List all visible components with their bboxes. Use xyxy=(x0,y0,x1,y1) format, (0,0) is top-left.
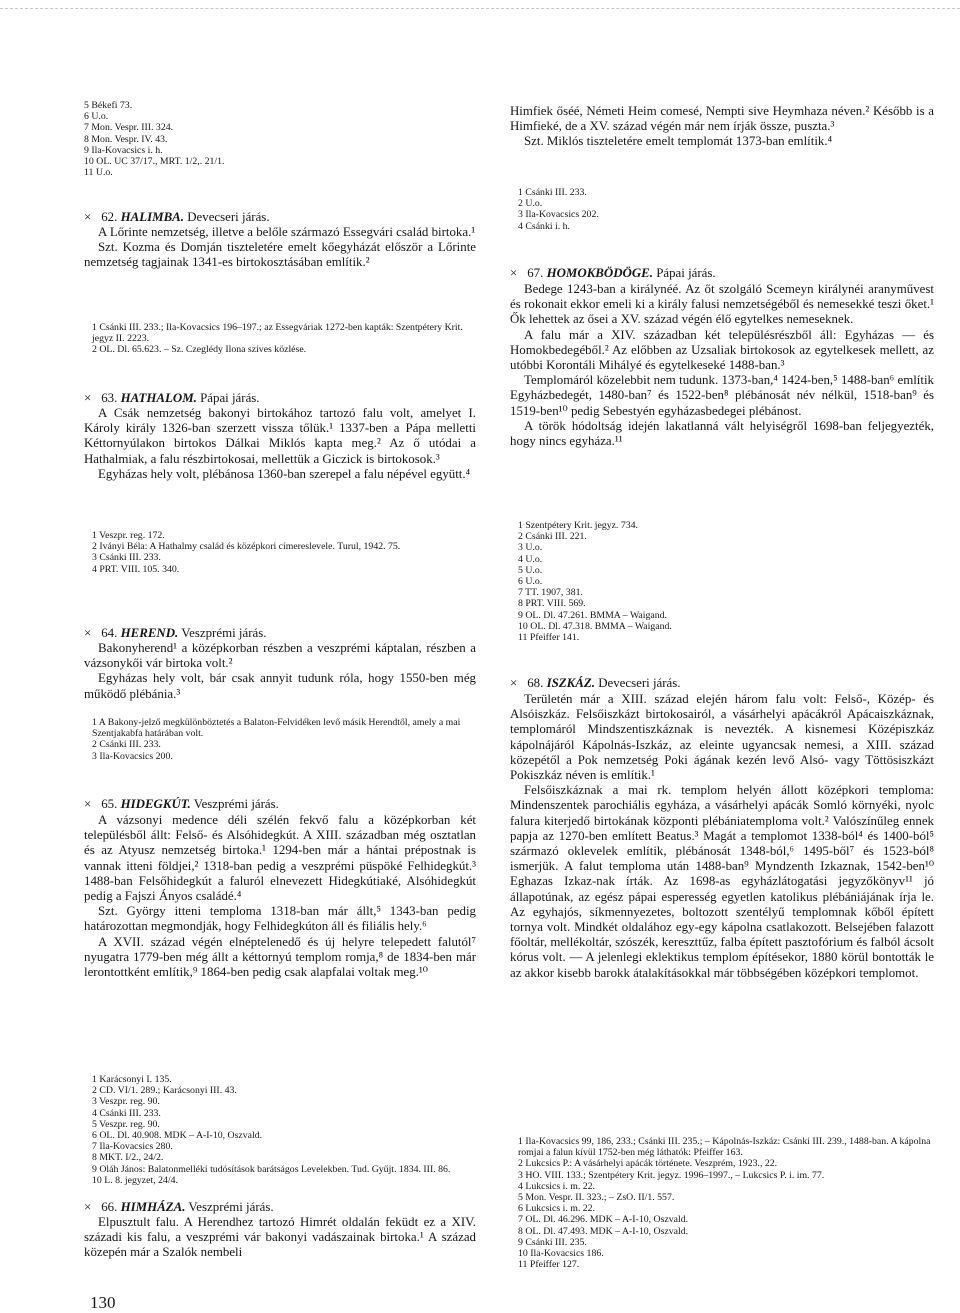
footnote: 5 Veszpr. reg. 90. xyxy=(92,1118,160,1130)
entry-district: Devecseri járás. xyxy=(187,210,270,224)
footnote: 9 Oláh János: Balatonmelléki tudósítások barátságos Levelekben. Tud. Gyűjt. 1834. III. 86. xyxy=(92,1163,451,1175)
footnote: 4 U.o. xyxy=(518,553,543,565)
paragraph: Templomáról közelebbit nem tudunk. 1373-ban,⁴ 1424-ben,⁵ 1488-ban⁶ említik Egyházbedegét, 1480-ban⁷ és 1522-ben⁸ plébánosát név nélkül, 1518-ban⁹ és 1519-ben¹⁰ pedig Sebestyén egyházasbedegei plébánost. xyxy=(510,373,934,418)
entry-name: HIDEGKÚT. xyxy=(120,797,191,811)
paragraph: Bakonyherend¹ a középkorban részben a veszprémi káptalan, részben a vázsonykői vár birtoka volt.² xyxy=(84,641,476,671)
entry-number: 66. xyxy=(101,1200,118,1214)
cross-mark: × xyxy=(510,676,518,690)
entry-district: Veszprémi járás. xyxy=(181,626,267,640)
entry-name: HATHALOM. xyxy=(120,391,197,405)
entry-name: HEREND. xyxy=(120,626,179,640)
paragraph: A Lőrinte nemzetség, illetve a belőle származó Essegvári család birtoka.¹ xyxy=(98,225,476,239)
footnote: 5 Mon. Vespr. II. 323.; – ZsO. II/1. 557. xyxy=(518,1192,675,1204)
footnote: 2 OL. Dl. 65.623. – Sz. Czeglédy Ilona szíves közlése. xyxy=(92,344,307,356)
footnote: 8 MKT. I/2., 24/2. xyxy=(92,1152,164,1164)
footnote: 5 Békefi 73. xyxy=(84,100,133,111)
footnote: 2 U.o. xyxy=(518,198,543,210)
entry-footnotes-66 xyxy=(510,187,934,232)
entry-body-64 xyxy=(84,641,476,702)
footnote: 1 A Bakony-jelző megkülönböztetés a Balaton-Felvidéken levő másik Herendtől, amely a mai Szentjakabfa határában volt. xyxy=(92,717,461,740)
page-number: 130 xyxy=(90,1293,116,1312)
entry-footnotes-62 xyxy=(84,322,476,356)
footnote: 3 HO. VIII. 133.; Szentpétery Krit. jegyz. 1996–1997., – Lukcsics P. i. im. 77. xyxy=(518,1169,825,1181)
footnote: 6 OL. Dl. 40.908. MDK – A-I-10, Oszvald. xyxy=(92,1130,263,1142)
entry-heading-68 xyxy=(510,676,934,691)
entry-district: Veszprémi járás. xyxy=(193,797,279,811)
entry-heading-65 xyxy=(84,797,476,812)
footnote: 6 U.o. xyxy=(518,576,543,588)
entry-body-67 xyxy=(510,282,934,449)
top-footnotes xyxy=(84,100,476,178)
footnote: 7 Mon. Vespr. III. 324. xyxy=(84,122,174,134)
footnote: 9 OL. Dl. 47.261. BMMA – Waigand. xyxy=(518,609,667,621)
footnote: 11 Pfeiffer 127. xyxy=(518,1259,580,1271)
footnote: 7 TT. 1907, 381. xyxy=(518,587,583,599)
paragraph: Egyházas hely volt, plébánosa 1360-ban szerepel a falu népével együtt.⁴ xyxy=(98,466,471,481)
footnote: 1 Ila-Kovacsics 99, 186, 233.; Csánki III. 235.; – Kápolnás-Iszkáz: Csánki III. 239., 1488-ban. A kápolna romjai a falun kívül 1752-ben még láthatók: Pfeiffer 163. xyxy=(518,1136,931,1159)
footnote: 10 Ila-Kovacsics 186. xyxy=(518,1248,604,1260)
cross-mark: × xyxy=(84,1200,92,1214)
entry-district: Pápai járás. xyxy=(200,391,260,405)
footnote: 4 PRT. VIII. 105. 340. xyxy=(92,563,180,575)
entry-footnotes-64 xyxy=(84,717,476,762)
footnote: 10 OL. UC 37/17., MRT. 1/2,. 21/1. xyxy=(84,156,225,168)
entry-heading-64 xyxy=(84,626,476,641)
entry-name: HALIMBA. xyxy=(120,210,184,224)
footnote: 6 Lukcsics i. m. 22. xyxy=(518,1203,596,1215)
entry-district: Devecseri járás. xyxy=(598,676,681,690)
footnote: 3 Ila-Kovacsics 202. xyxy=(518,209,599,221)
entry-name: HIMHÁZA. xyxy=(120,1200,186,1214)
cross-mark: × xyxy=(84,797,92,811)
footnote: 10 OL. Dl. 47.318. BMMA – Waigand. xyxy=(518,620,672,632)
footnote: 2 Iványi Béla: A Hathalmy család és középkori címereslevele. Turul, 1942. 75. xyxy=(92,541,401,553)
footnote: 1 Szentpétery Krit. jegyz. 734. xyxy=(518,520,638,531)
footnote: 4 Csánki III. 233. xyxy=(92,1107,161,1119)
paragraph: Szt. Miklós tiszteletére emelt templomát 1373-ban említik.⁴ xyxy=(524,134,833,149)
footnote: 11 U.o. xyxy=(84,167,113,179)
footnote: 3 Veszpr. reg. 90. xyxy=(92,1096,160,1108)
footnote: 4 Lukcsics i. m. 22. xyxy=(518,1180,596,1192)
paragraph: A török hódoltság idején lakatlanná vált helyiségről 1698-ban feljegyezték, hogy nincs egyháza.¹¹ xyxy=(510,418,934,449)
entry-number: 62. xyxy=(101,210,118,224)
entry-body-68 xyxy=(510,692,934,981)
cross-mark: × xyxy=(84,626,92,640)
footnote: 11 Pfeiffer 141. xyxy=(518,632,580,644)
footnote: 2 Lukcsics P.: A vásárhelyi apácák története. Veszprém, 1923., 22. xyxy=(518,1158,778,1170)
entry-footnotes-65 xyxy=(84,1074,476,1186)
footnote: 4 Csánki i. h. xyxy=(518,220,570,232)
entry-footnotes-68 xyxy=(510,1136,934,1270)
paragraph: Bedege 1243-ban a királynéé. Az őt szolgáló Scemeyn királynéi aranyművest és rokonait ekkor emeli ki a király falusi nemzetségéből és nemesekké teszi őket.¹ Ők lehettek az ősei a XV. század végén élő egytelkes nemeseknek. xyxy=(510,282,934,327)
entry-body-63 xyxy=(84,406,476,482)
footnote: 5 U.o. xyxy=(518,564,543,576)
footnote: 3 Csánki III. 233. xyxy=(92,552,161,564)
paragraph: Szt. Kozma és Domján tiszteletére emelt kőegyházát először a Lőrinte nemzetség tagjainak 1341-es birtokosztásában említik.² xyxy=(84,240,476,270)
footnote: 1 Csánki III. 233. xyxy=(518,187,587,198)
footnote: 2 Csánki III. 233. xyxy=(92,739,161,751)
paragraph: A falu már a XIV. században két településrészből áll: Egyházas — és Homokbedegéből.² Az előbben az Uzsaliak birtokosok az egytelkesek mellett, az utóbbi Korontáli Mihályé és egytelkeseké 1488-ban.³ xyxy=(510,327,934,373)
cross-mark: × xyxy=(84,391,92,405)
entry-heading-66 xyxy=(84,1200,476,1215)
cross-mark: × xyxy=(84,210,92,224)
entry-number: 68. xyxy=(527,676,544,690)
entry-name: HOMOKBÖDÖGE. xyxy=(546,266,653,280)
paragraph: Területén már a XIII. század elején három falu volt: Felső-, Közép- és Alsóiszkáz. Felsőiszkázt birtokosairól, a vásárhelyi apácákról Apácaiszkáznak, templomáról Mindszentiszkáznak is nevezték. A kisnemesi Középiszkáz kápolnájáról Kápolnás-Iszkáz, az eleinte ugyancsak nemesi, a XIII. század közepétől a Pok nemzetség Poki ágának kezén levő Alsó- vagy Töttösiszkázt Pokiszkáz néven is említik.¹ xyxy=(510,692,934,783)
footnote: 10 L. 8. jegyzet, 24/4. xyxy=(92,1174,178,1186)
paragraph: Felsőiszkáznak a mai rk. templom helyén állott középkori temploma: Mindenszentek parochiális egyháza, a vásárhelyi apácák Somló környéki, nyolc falura kiterjedő birtokának központi plébániatemploma volt.² Valószínűleg ennek papja az 1270-ben említett Beatus.³ Magát a templomot 1338-ból⁴ és 1400-ból⁵ származó oklevelek említik, plébánosát 1348-ból,⁶ 1495-ből⁷ és 1523-ból⁸ ismerjük. A falut temploma után 1488-ban⁹ Myndzenth Izkaznak, 1542-ben¹⁰ Eghazas Izkaz-nak írták. Az 1698-as egyházlátogatási jegyzőkönyv¹¹ jó állapotúnak, az egész pápai esperesség egyetlen katolikus plébániájának írja le. Az egyhajós, síkmennyezetes, boltozott szentélyű templomnak kőből épített tornya volt. Mindkét oldalához egy-egy kápolna csatlakozott. Belsejében falazott főoltár, mellékoltár, szószék, kereszttűz, falba épített pasztofórium és falból ácsolt kórus volt. — A jelenlegi eklektikus templom építésekor, 1880 körül bontották le az akkor kisebb barokk átalakításokkal már többségében középkori templomot. xyxy=(510,783,934,980)
paragraph: A XVII. század végén elnéptelenedő és új helyre telepedett falutól⁷ nyugatra 1779-ben még állt a kéttornyú templom romja,⁸ de 1834-ben már lerontottként említik,⁹ 1864-ben pedig csak alapfalai voltak meg.¹⁰ xyxy=(84,934,476,980)
entry-number: 64. xyxy=(101,626,118,640)
footnote: 2 CD. VI/1. 289.; Karácsonyi III. 43. xyxy=(92,1085,237,1097)
entry-number: 65. xyxy=(101,797,118,811)
entry-heading-62 xyxy=(84,210,476,225)
entry-district: Pápai járás. xyxy=(656,266,716,280)
entry-body-66-continued xyxy=(510,104,934,150)
entry-body-62 xyxy=(84,225,476,271)
paragraph: Himfiek őséé, Németi Heim comesé, Nempti sive Heymhaza néven.² Később is a Himfieké, de a XV. század végén már nem írják össze, puszta.³ xyxy=(510,104,934,134)
entry-body-65 xyxy=(84,813,476,980)
footnote: 3 U.o. xyxy=(518,542,543,554)
entry-heading-63 xyxy=(84,391,476,406)
top-rule xyxy=(0,8,960,9)
entry-footnotes-63 xyxy=(84,530,476,575)
footnote: 3 Ila-Kovacsics 200. xyxy=(92,750,173,762)
footnote: 1 Csánki III. 233.; Ila-Kovacsics 196–197.; az Essegváriak 1272-ben kapták: Szentpétery Krit. jegyz II. 2223. xyxy=(92,322,463,345)
footnote: 8 Mon. Vespr. IV. 43. xyxy=(84,133,168,145)
entry-body-66 xyxy=(84,1215,476,1261)
footnote: 7 OL. Dl. 46.296. MDK – A-I-10, Oszvald. xyxy=(518,1214,689,1226)
paragraph: Elpusztult falu. A Herendhez tartozó Himrét oldalán feküdt ez a XIV. századi kis falu, a veszprémi vár bakonyi vadászainak birtoka.¹ A század közepén már a Szalók nembeli xyxy=(84,1215,476,1260)
paragraph: Szt. György itteni temploma 1318-ban már állt,⁵ 1343-ban pedig határozottan megmondják, hogy Felhidegkúton áll és filiális hely.⁶ xyxy=(84,904,476,934)
footnote: 1 Karácsonyi I. 135. xyxy=(92,1074,172,1085)
footnote: 6 U.o. xyxy=(84,111,109,123)
entry-heading-67 xyxy=(510,266,934,281)
footnote: 7 Ila-Kovacsics 280. xyxy=(92,1141,173,1153)
footnote: 9 Csánki III. 235. xyxy=(518,1236,587,1248)
footnote: 8 OL. Dl. 47.493. MDK – A-I-10, Oszvald. xyxy=(518,1225,689,1237)
paragraph: A Csák nemzetség bakonyi birtokához tartozó falu volt, amelyet I. Károly király 1326-ban szerzett vissza tőlük.¹ 1337-ben a Pápa melletti Kéttornyúlakon birtokos Dálkai Miklós kapta meg.² Az ő utódai a Hathalmiak, a falu részbirtokosai, mellettük a Giczick is birtokosok.³ xyxy=(84,406,476,466)
footnote: 9 Ila-Kovacsics i. h. xyxy=(84,144,163,156)
paragraph: A vázsonyi medence déli szélén fekvő falu a középkorban két településből állt: Felső- és Alsóhidegkút. A XIII. században még osztatlan és az Atyusz nemzetség birtoka.¹ 1294-ben már a hántai prépostnak is vannak itteni földjei,² 1318-ban pedig a veszprémi püspöké Felhidegkút.³ 1488-ban Felsőhidegkút a faluról elnevezett Hidegkútiaké, Alsóhidegkút pedig a Fajszi Ányos családé.⁴ xyxy=(84,813,476,904)
entry-number: 67. xyxy=(527,266,544,280)
entry-name: ISZKÁZ. xyxy=(546,676,595,690)
footnote: 2 Csánki III. 221. xyxy=(518,531,587,543)
entry-number: 63. xyxy=(101,391,118,405)
cross-mark: × xyxy=(510,266,518,280)
entry-district: Veszprémi járás. xyxy=(188,1200,274,1214)
footnote: 1 Veszpr. reg. 172. xyxy=(92,530,165,541)
footnote: 8 PRT. VIII. 569. xyxy=(518,598,586,610)
entry-footnotes-67 xyxy=(510,520,934,643)
paragraph: Egyházas hely volt, bár csak annyit tudunk róla, hogy 1550-ben még működő plébánia.³ xyxy=(84,671,476,701)
